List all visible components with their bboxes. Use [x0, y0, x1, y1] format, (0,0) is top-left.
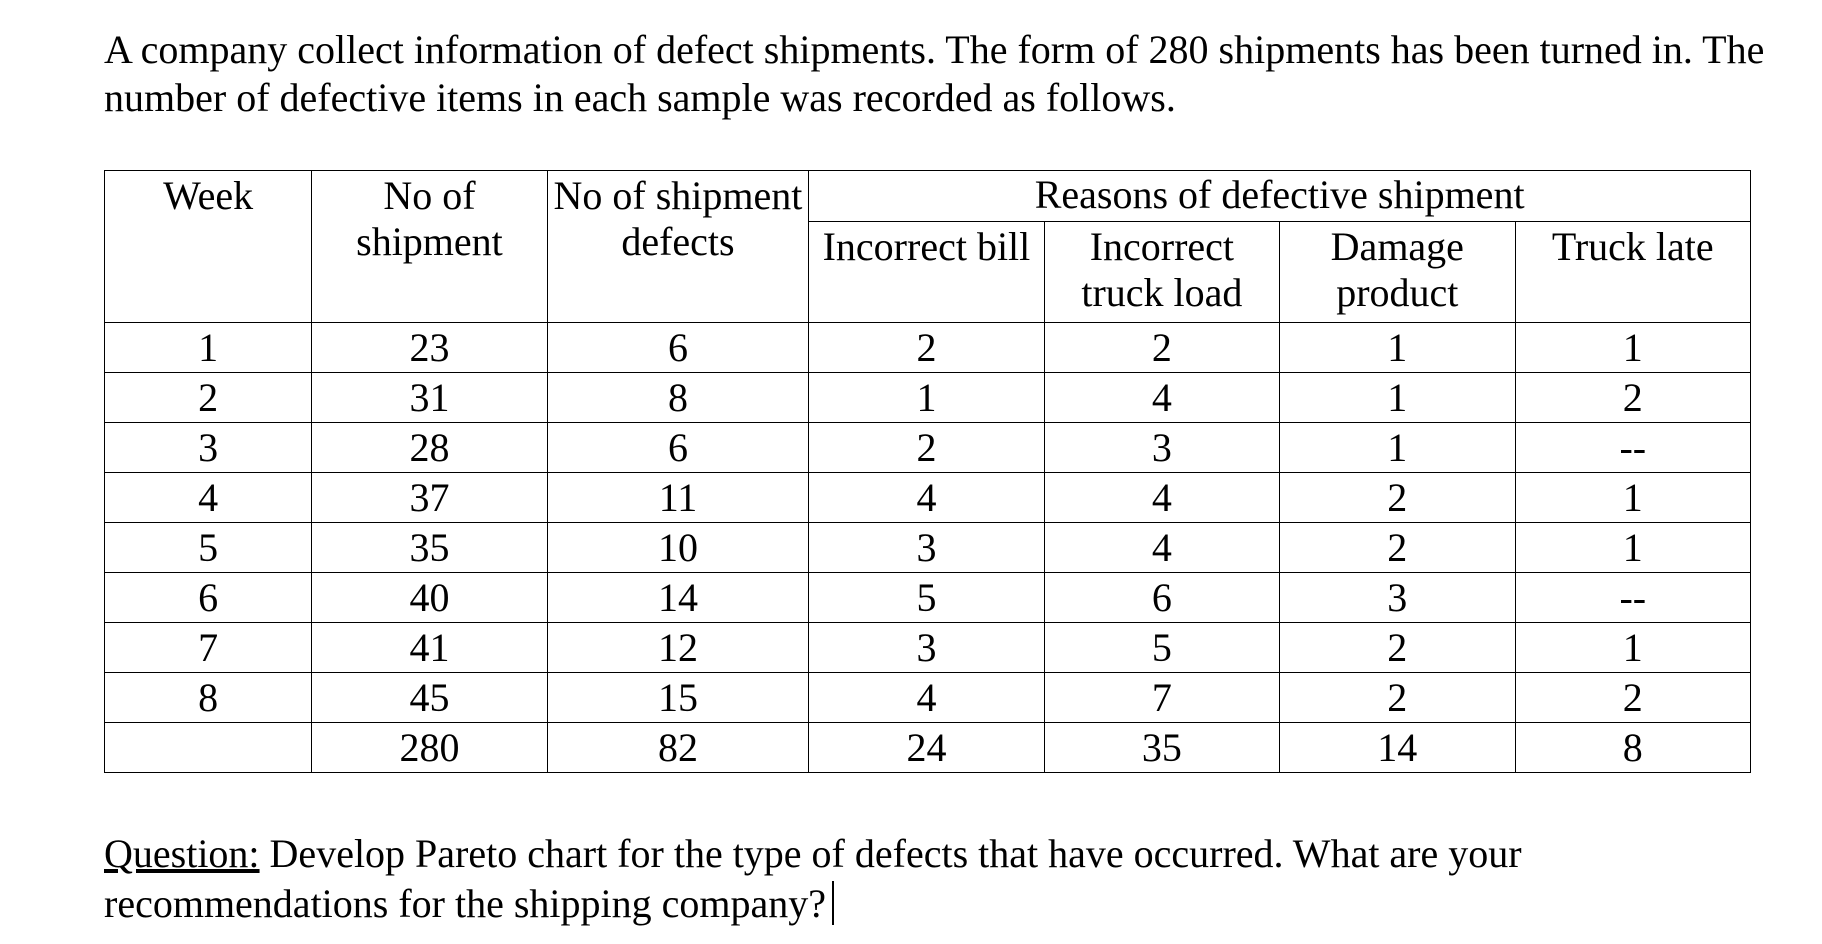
header-week: Week	[105, 171, 312, 323]
cell-incorrect-bill: 5	[809, 573, 1044, 623]
cell-incorrect-truck-load: 4	[1044, 373, 1279, 423]
table-row	[105, 673, 1751, 723]
cell-incorrect-bill: 1	[809, 373, 1044, 423]
cell-week: 2	[105, 373, 312, 423]
cell-defects: 11	[547, 473, 809, 523]
table-row	[105, 623, 1751, 673]
header-shipments: No of shipment	[312, 171, 547, 323]
cell-week: 5	[105, 523, 312, 573]
cell-incorrect-bill: 2	[809, 423, 1044, 473]
total-truck-late: 8	[1515, 723, 1750, 773]
cell-truck-late: 2	[1515, 673, 1750, 723]
table-row	[105, 423, 1751, 473]
cell-damage-product: 2	[1280, 523, 1515, 573]
cell-shipments: 41	[312, 623, 547, 673]
cell-defects: 6	[547, 323, 809, 373]
total-damage-product: 14	[1280, 723, 1515, 773]
cell-truck-late: 1	[1515, 523, 1750, 573]
question-text: Develop Pareto chart for the type of defects that have occurred. What are your recommendations for the shipping company?	[104, 831, 1522, 926]
total-incorrect-truck-load: 35	[1044, 723, 1279, 773]
cell-defects: 8	[547, 373, 809, 423]
cell-damage-product: 2	[1280, 673, 1515, 723]
cell-truck-late: --	[1515, 423, 1750, 473]
cell-defects: 14	[547, 573, 809, 623]
header-incorrect-truck-load: Incorrect truck load	[1044, 222, 1279, 323]
cell-incorrect-bill: 4	[809, 473, 1044, 523]
cell-incorrect-truck-load: 4	[1044, 523, 1279, 573]
cell-defects: 6	[547, 423, 809, 473]
cell-truck-late: 1	[1515, 623, 1750, 673]
cell-damage-product: 2	[1280, 473, 1515, 523]
cell-truck-late: 1	[1515, 473, 1750, 523]
cell-incorrect-truck-load: 2	[1044, 323, 1279, 373]
cell-incorrect-truck-load: 5	[1044, 623, 1279, 673]
cell-defects: 10	[547, 523, 809, 573]
header-shipment-defects: No of shipment defects	[547, 171, 809, 323]
cell-incorrect-bill: 4	[809, 673, 1044, 723]
totals-row	[105, 723, 1751, 773]
cell-week: 3	[105, 423, 312, 473]
header-reasons-group: Reasons of defective shipment	[809, 171, 1751, 222]
total-defects: 82	[547, 723, 809, 773]
total-shipments: 280	[312, 723, 547, 773]
header-truck-late: Truck late	[1515, 222, 1750, 323]
table-row	[105, 523, 1751, 573]
cell-incorrect-bill: 3	[809, 623, 1044, 673]
cell-defects: 15	[547, 673, 809, 723]
cell-shipments: 28	[312, 423, 547, 473]
cell-damage-product: 1	[1280, 373, 1515, 423]
intro-paragraph: A company collect information of defect shipments. The form of 280 shipments has been turned in. The number of defective items in each sample was recorded as follows.	[104, 27, 1765, 120]
cell-week: 4	[105, 473, 312, 523]
cell-shipments: 23	[312, 323, 547, 373]
question-paragraph	[104, 829, 1784, 929]
question-label: Question:	[104, 831, 260, 876]
header-incorrect-bill: Incorrect bill	[809, 222, 1044, 323]
cell-damage-product: 1	[1280, 423, 1515, 473]
table-row	[105, 573, 1751, 623]
cell-incorrect-truck-load: 6	[1044, 573, 1279, 623]
cell-incorrect-bill: 3	[809, 523, 1044, 573]
cell-week: 1	[105, 323, 312, 373]
cell-week: 6	[105, 573, 312, 623]
table-row	[105, 473, 1751, 523]
cell-shipments: 40	[312, 573, 547, 623]
header-damage-product: Damage product	[1280, 222, 1515, 323]
total-week	[105, 723, 312, 773]
cell-incorrect-bill: 2	[809, 323, 1044, 373]
cell-truck-late: 1	[1515, 323, 1750, 373]
cell-incorrect-truck-load: 4	[1044, 473, 1279, 523]
table-body	[105, 323, 1751, 773]
cell-week: 8	[105, 673, 312, 723]
cell-shipments: 45	[312, 673, 547, 723]
table-row	[105, 373, 1751, 423]
table-row	[105, 323, 1751, 373]
cell-damage-product: 3	[1280, 573, 1515, 623]
cell-shipments: 37	[312, 473, 547, 523]
cell-week: 7	[105, 623, 312, 673]
cell-damage-product: 2	[1280, 623, 1515, 673]
total-incorrect-bill: 24	[809, 723, 1044, 773]
cell-truck-late: --	[1515, 573, 1750, 623]
text-cursor	[832, 881, 834, 925]
cell-truck-late: 2	[1515, 373, 1750, 423]
cell-shipments: 35	[312, 523, 547, 573]
cell-incorrect-truck-load: 7	[1044, 673, 1279, 723]
cell-incorrect-truck-load: 3	[1044, 423, 1279, 473]
cell-defects: 12	[547, 623, 809, 673]
cell-damage-product: 1	[1280, 323, 1515, 373]
defect-shipments-table	[104, 170, 1751, 773]
cell-shipments: 31	[312, 373, 547, 423]
